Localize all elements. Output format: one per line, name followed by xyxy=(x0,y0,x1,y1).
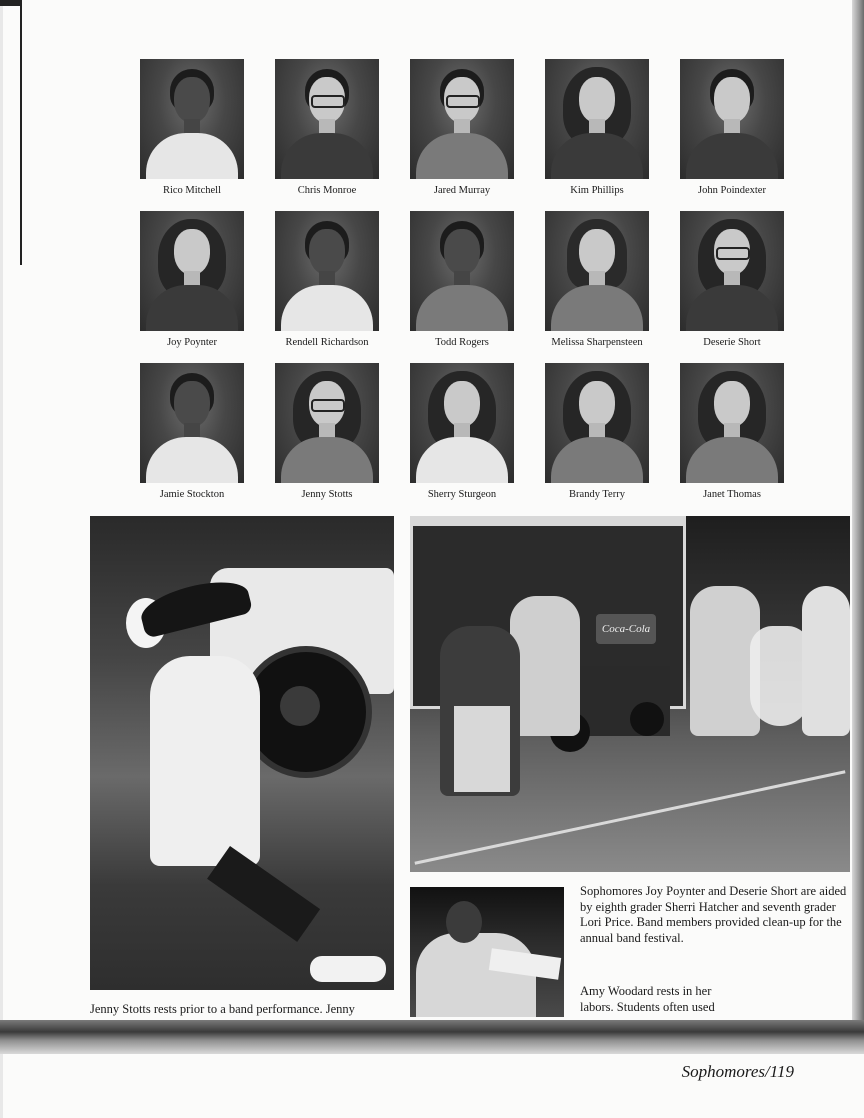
page-edge-shadow xyxy=(852,0,864,1050)
portrait-name: Kim Phillips xyxy=(570,185,624,196)
shoe-shape xyxy=(310,956,386,982)
portrait-name: Todd Rogers xyxy=(435,337,489,348)
band-festival-caption: Sophomores Joy Poynter and Deserie Short are aided by eighth grader Sherri Hatcher and seventh grader Lori Price. Band members provided clean-up for the annual band festival. xyxy=(580,884,847,945)
portrait-rico-mitchell xyxy=(140,59,244,196)
band-festival-cleanup-photo xyxy=(410,516,850,872)
portrait-photo xyxy=(680,59,784,179)
portrait-name: Jared Murray xyxy=(433,185,491,196)
portrait-janet-thomas xyxy=(680,363,784,500)
portrait-todd-rogers xyxy=(410,211,514,348)
library-photo xyxy=(410,887,564,1017)
portrait-sherry-sturgeon xyxy=(410,363,514,500)
band-performance-caption: Jenny Stotts rests prior to a band performance. Jenny xyxy=(90,1002,355,1016)
portrait-photo xyxy=(410,363,514,483)
portrait-jared-murray xyxy=(410,59,514,196)
portrait-photo xyxy=(545,211,649,331)
portrait-name: Jenny Stotts xyxy=(301,489,353,500)
portrait-photo xyxy=(545,59,649,179)
head-shape xyxy=(446,901,482,943)
portrait-photo xyxy=(410,211,514,331)
portrait-name: Jamie Stockton xyxy=(159,489,225,500)
wheel-shape xyxy=(630,702,664,736)
margin-mark xyxy=(0,0,22,6)
portrait-name: Janet Thomas xyxy=(703,489,761,500)
page-footer: Sophomores/119 xyxy=(681,1062,794,1081)
pants-shape xyxy=(207,846,320,942)
portrait-john-poindexter xyxy=(680,59,784,196)
portrait-photo xyxy=(275,211,379,331)
portrait-photo xyxy=(140,211,244,331)
portrait-chris-monroe xyxy=(275,59,379,196)
portrait-name: Rico Mitchell xyxy=(162,185,222,196)
portrait-photo xyxy=(680,363,784,483)
shorts-shape xyxy=(454,706,510,792)
portrait-photo xyxy=(275,59,379,179)
margin-rule xyxy=(20,0,22,265)
portrait-photo xyxy=(275,363,379,483)
portrait-brandy-terry xyxy=(545,363,649,500)
page-binding xyxy=(0,0,3,1118)
library-caption: Amy Woodard rests in her labors. Students often used xyxy=(580,984,715,1014)
portrait-jenny-stotts xyxy=(275,363,379,500)
portrait-kim-phillips xyxy=(545,59,649,196)
portrait-name: Melissa Sharpensteen xyxy=(551,337,643,348)
portrait-name: Brandy Terry xyxy=(569,489,625,500)
student-shape xyxy=(510,596,580,736)
portrait-melissa-sharpensteen xyxy=(545,211,649,348)
portrait-photo xyxy=(140,363,244,483)
band-performance-photo xyxy=(90,516,394,990)
portrait-photo xyxy=(140,59,244,179)
bus-sign: Coca-Cola xyxy=(596,614,656,644)
portrait-jamie-stockton xyxy=(140,363,244,500)
portrait-name: John Poindexter xyxy=(698,185,766,196)
portrait-joy-poynter xyxy=(140,211,244,348)
tire-hub-shape xyxy=(280,686,320,726)
portrait-deserie-short xyxy=(680,211,784,348)
portrait-photo xyxy=(545,363,649,483)
student-shape xyxy=(802,586,850,736)
portrait-name: Sherry Sturgeon xyxy=(427,489,497,500)
portrait-name: Deserie Short xyxy=(703,337,761,348)
scan-blur-strip xyxy=(0,1020,864,1054)
portrait-photo xyxy=(410,59,514,179)
portrait-name: Rendell Richardson xyxy=(285,337,369,348)
portrait-rendell-richardson xyxy=(275,211,379,348)
portrait-name: Chris Monroe xyxy=(297,185,357,196)
portrait-photo xyxy=(680,211,784,331)
student-shape xyxy=(416,933,536,1017)
trash-bag-shape xyxy=(750,626,810,726)
portrait-name: Joy Poynter xyxy=(167,337,217,348)
band-uniform-shape xyxy=(150,656,260,866)
